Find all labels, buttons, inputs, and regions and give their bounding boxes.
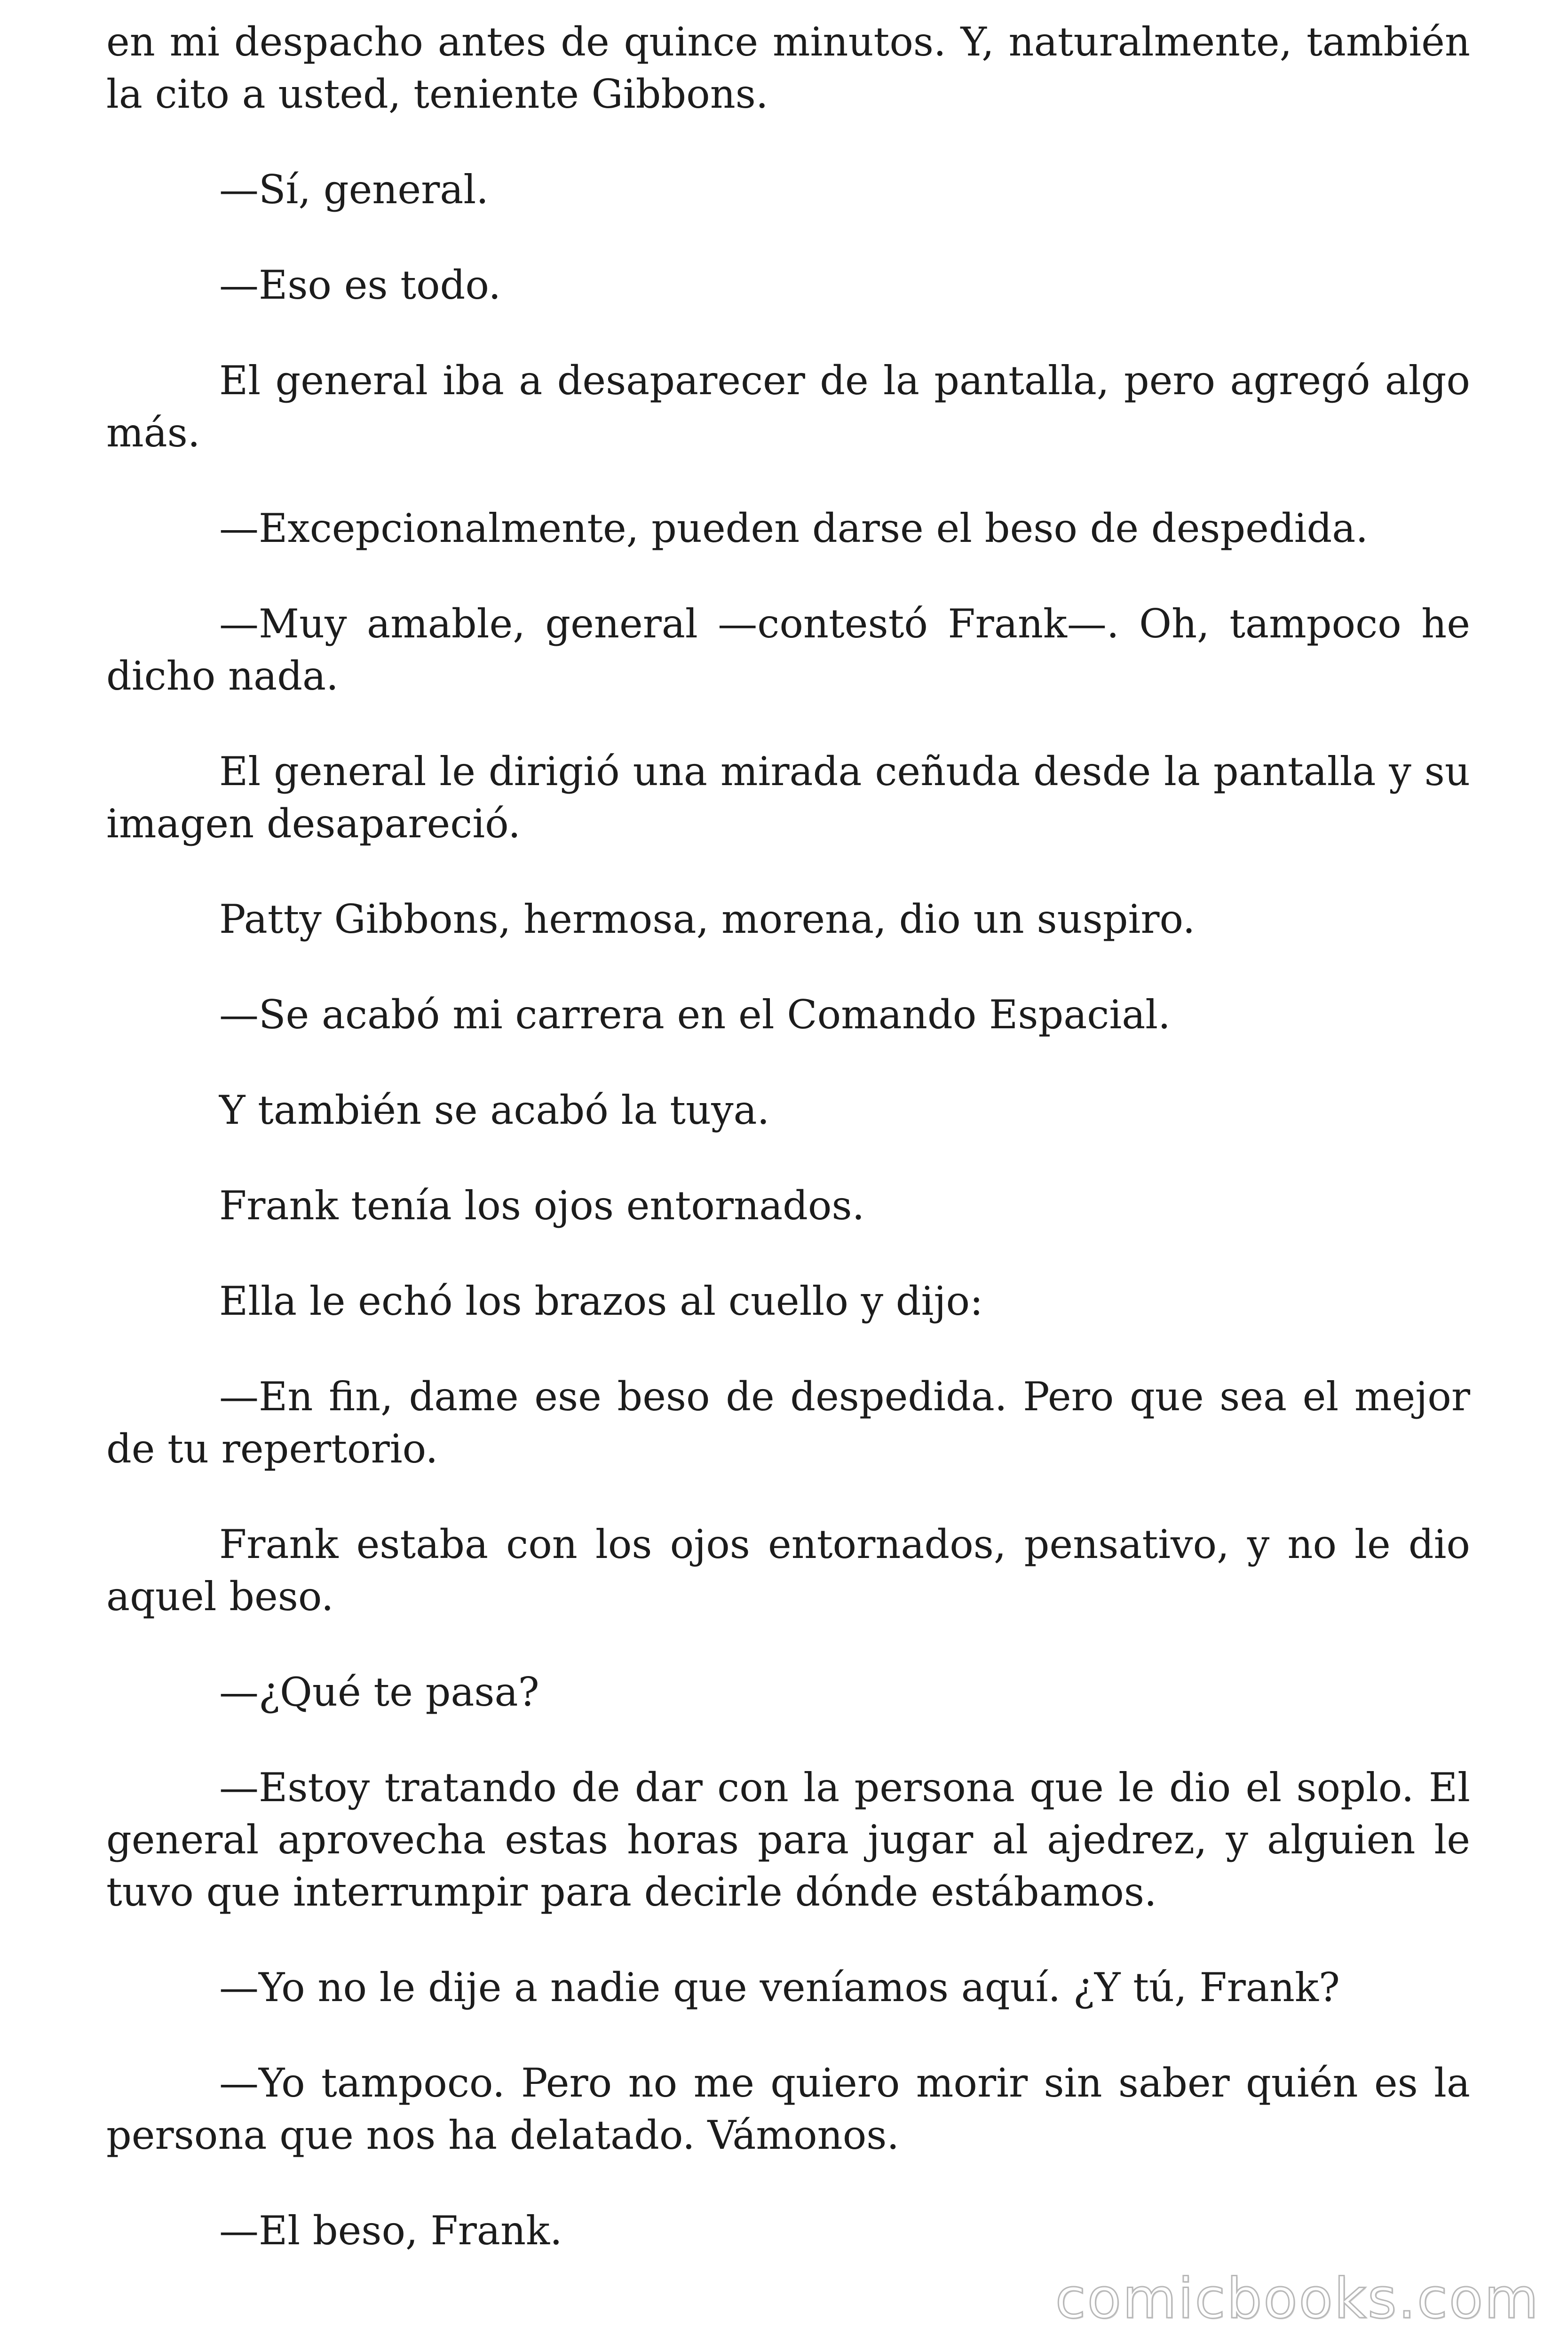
- paragraph: —Se acabó mi carrera en el Comando Espacial.: [219, 992, 1171, 1038]
- paragraph: Frank tenía los ojos entornados.: [219, 1183, 865, 1229]
- paragraph: —Muy amable, general —contestó Frank—. Oh, tampoco he dicho nada.: [106, 601, 1470, 699]
- paragraph: Y también se acabó la tuya.: [219, 1087, 770, 1133]
- paragraph: —¿Qué te pasa?: [219, 1669, 539, 1715]
- paragraph: Ella le echó los brazos al cuello y dijo:: [219, 1278, 983, 1324]
- paragraph: —Excepcionalmente, pueden darse el beso de despedida.: [219, 505, 1369, 551]
- paragraph: Patty Gibbons, hermosa, morena, dio un suspiro.: [219, 896, 1196, 942]
- paragraph: —Sí, general.: [219, 167, 489, 213]
- paragraph: —En fin, dame ese beso de despedida. Pero que sea el mejor de tu repertorio.: [106, 1374, 1470, 1472]
- paragraph: —Estoy tratando de dar con la persona que le dio el soplo. El general aprovecha estas horas para jugar al ajedrez, y alguien le tuvo que interrumpir para decirle dónde estábamos.: [106, 1764, 1470, 1915]
- paragraph: en mi despacho antes de quince minutos. Y, naturalmente, también la cito a usted, teniente Gibbons.: [106, 19, 1470, 117]
- paragraph: El general le dirigió una mirada ceñuda desde la pantalla y su imagen desapareció.: [106, 748, 1470, 847]
- paragraph: —Yo tampoco. Pero no me quiero morir sin saber quién es la persona que nos ha delatado. Vámonos.: [106, 2060, 1470, 2158]
- paragraph: —El beso, Frank.: [219, 2208, 562, 2254]
- paragraph: El general iba a desaparecer de la pantalla, pero agregó algo más.: [106, 358, 1470, 456]
- watermark: comicbooks.com: [1055, 2266, 1540, 2331]
- paragraph: —Yo no le dije a nadie que veníamos aquí. ¿Y tú, Frank?: [219, 1964, 1340, 2010]
- paragraph: —Eso es todo.: [219, 262, 501, 308]
- book-page: [106, 16, 1470, 2300]
- paragraph: Frank estaba con los ojos entornados, pensativo, y no le dio aquel beso.: [106, 1521, 1470, 1620]
